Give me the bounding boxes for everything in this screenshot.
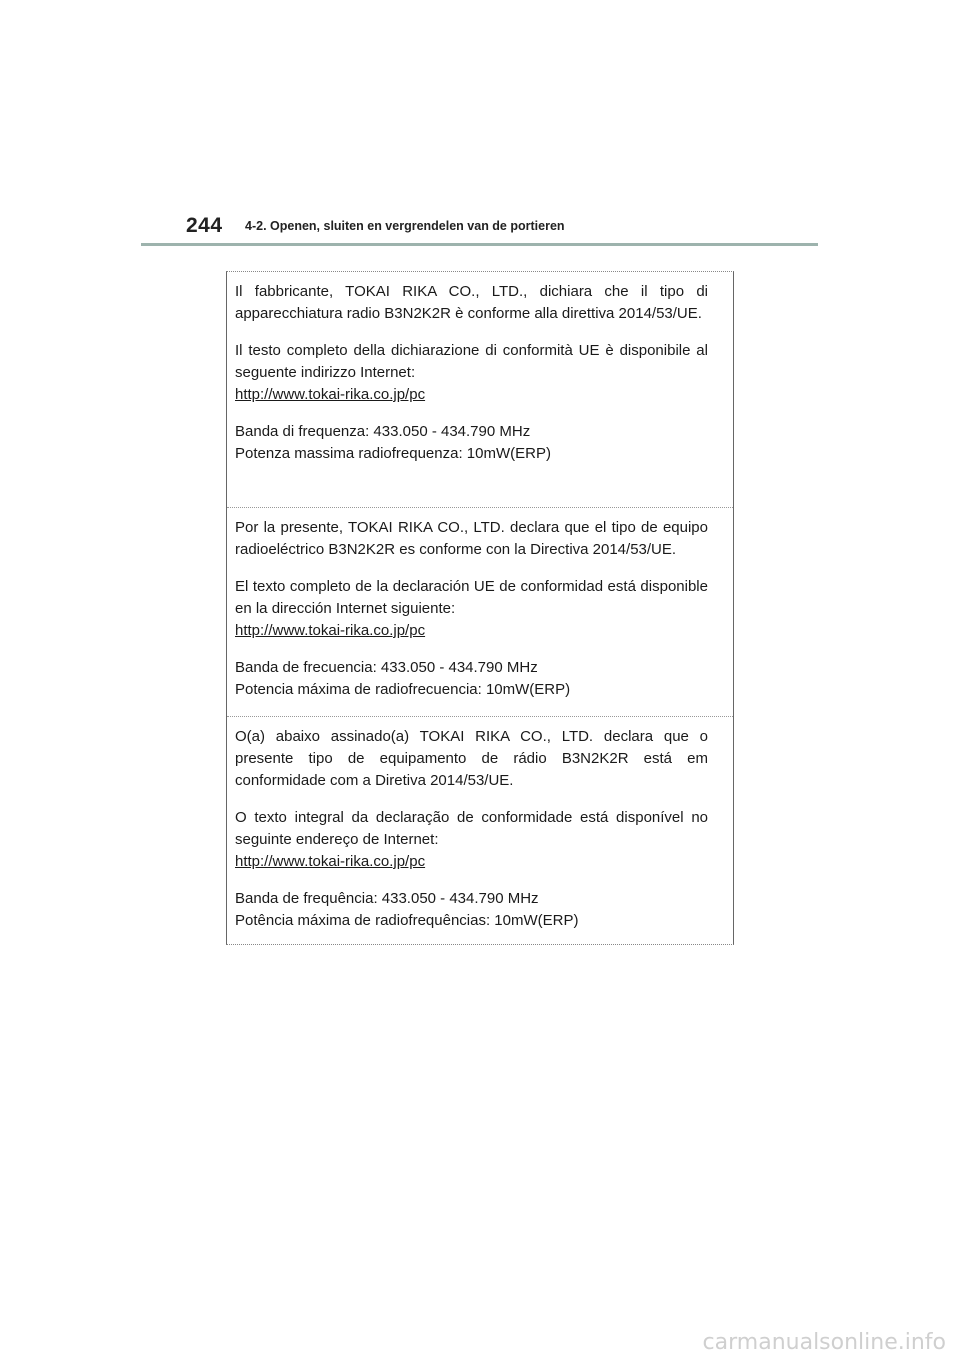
section-title: 4-2. Openen, sluiten en vergrendelen van de portieren: [245, 219, 565, 233]
max-power: Potenza massima radiofrequenza: 10mW(ERP): [235, 445, 551, 462]
header-rule: [141, 243, 818, 246]
page-number: 244: [186, 214, 223, 237]
declaration-availability: Il testo completo della dichiarazione di conformità UE è disponibile al seguente indirizzo Internet:: [235, 342, 708, 381]
declaration-spanish: [227, 507, 733, 716]
declaration-portuguese: [227, 716, 733, 945]
declaration-url-link[interactable]: http://www.tokai-rika.co.jp/pc: [235, 853, 426, 870]
declaration-italian: [227, 272, 733, 507]
max-power: Potencia máxima de radiofrecuencia: 10mW(ERP): [235, 681, 571, 698]
frequency-band: Banda di frequenza: 433.050 - 434.790 MHz: [235, 423, 531, 440]
watermark: carmanualsonline.info: [702, 1330, 946, 1355]
declaration-box: [226, 271, 734, 945]
declaration-statement: Por la presente, TOKAI RIKA CO., LTD. declara que el tipo de equipo radioeléctrico B3N2K2R es conforme con la Directiva 2014/53/UE.: [235, 519, 708, 558]
max-power: Potência máxima de radiofrequências: 10mW(ERP): [235, 912, 579, 929]
frequency-band: Banda de frecuencia: 433.050 - 434.790 MHz: [235, 659, 538, 676]
declaration-url-link[interactable]: http://www.tokai-rika.co.jp/pc: [235, 386, 426, 403]
frequency-band: Banda de frequência: 433.050 - 434.790 MHz: [235, 890, 539, 907]
declaration-availability: O texto integral da declaração de conformidade está disponível no seguinte endereço de Internet:: [235, 809, 708, 848]
declaration-url-link[interactable]: http://www.tokai-rika.co.jp/pc: [235, 622, 426, 639]
declaration-availability: El texto completo de la declaración UE de conformidad está disponible en la dirección Internet siguiente:: [235, 578, 708, 617]
declaration-statement: O(a) abaixo assinado(a) TOKAI RIKA CO., LTD. declara que o presente tipo de equipamento de rádio B3N2K2R está em conformidade com a Diretiva 2014/53/UE.: [235, 728, 708, 789]
declaration-statement: Il fabbricante, TOKAI RIKA CO., LTD., dichiara che il tipo di apparecchiatura radio B3N2K2R è conforme alla direttiva 2014/53/UE.: [235, 283, 708, 322]
